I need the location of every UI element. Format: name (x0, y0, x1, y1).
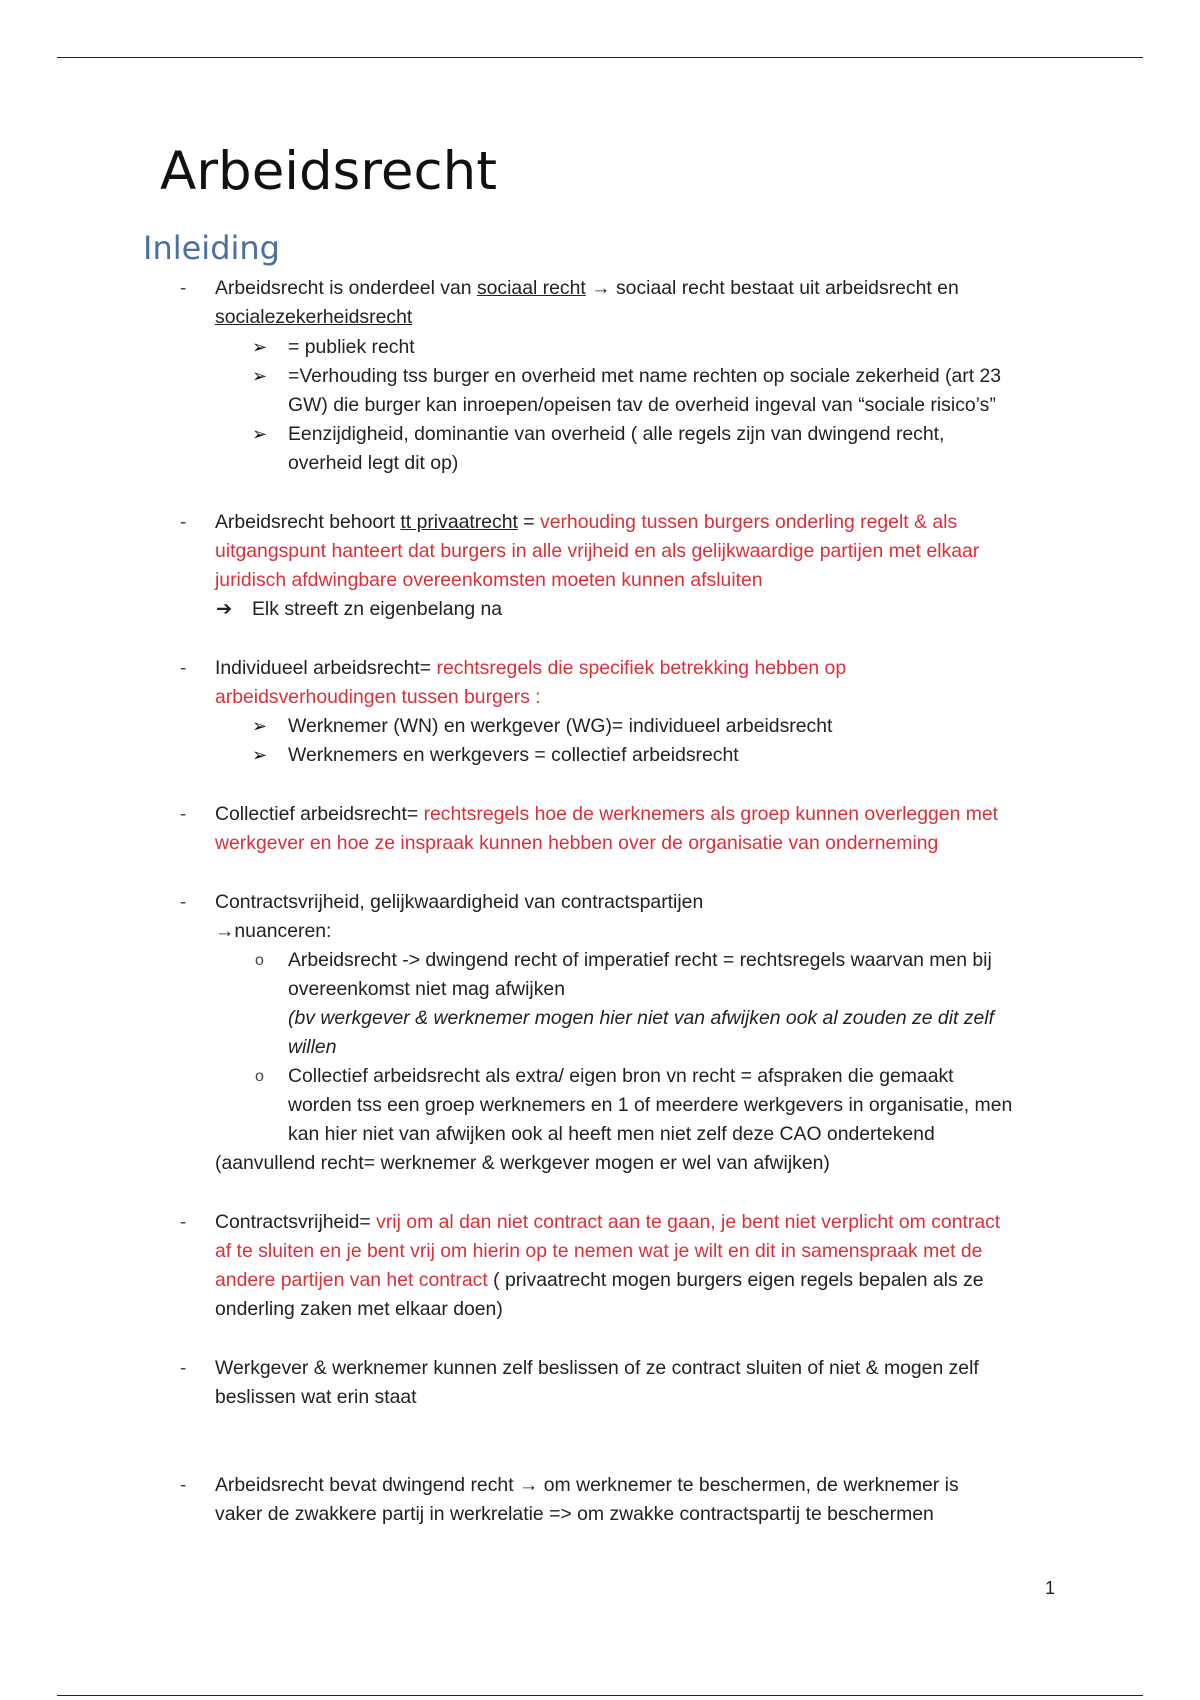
text: Contractsvrijheid= (215, 1211, 377, 1233)
sub-item-continued: worden tss een groep werknemers en 1 of meerdere werkgevers in organisatie, men (288, 1094, 1013, 1116)
example-note: (bv werkgever & werknemer mogen hier niet van afwijken ook al zouden ze dit zelf (288, 1007, 994, 1029)
arrowhead-bullet-icon: ➢ (252, 366, 268, 386)
dash-bullet: - (180, 804, 187, 825)
example-note: willen (288, 1036, 337, 1058)
paragraph-line: beslissen wat erin staat (215, 1386, 417, 1408)
paragraph-line (215, 654, 846, 683)
dash-bullet: - (180, 1358, 187, 1379)
highlighted-definition: uitgangspunt hanteert dat burgers in alle vrijheid en als gelijkwaardige partijen met elkaar (215, 540, 980, 562)
sub-item: Eenzijdigheid, dominantie van overheid ( alle regels zijn van dwingend recht, (288, 423, 945, 445)
arrow-note: Elk streeft zn eigenbelang na (252, 598, 503, 620)
underlined-term: socialezekerheidsrecht (215, 306, 413, 328)
text: Collectief arbeidsrecht= (215, 803, 424, 825)
dash-bullet: - (180, 278, 187, 299)
dash-bullet: - (180, 892, 187, 913)
arrowhead-bullet-icon: ➢ (252, 716, 268, 736)
paragraph-line (215, 800, 998, 829)
sub-item-continued: overheid legt dit op) (288, 452, 459, 474)
bottom-rule (57, 1695, 1143, 1696)
sub-item-continued: overeenkomst niet mag afwijken (288, 978, 565, 1000)
arrowhead-bullet-icon: ➢ (252, 337, 268, 357)
highlighted-definition: af te sluiten en je bent vrij om hierin op te nemen wat je wilt en dit in samenspraak met de (215, 1240, 983, 1262)
page-number: 1 (1045, 1578, 1056, 1598)
paragraph-line: (aanvullend recht= werknemer & werkgever mogen er wel van afwijken) (215, 1152, 830, 1174)
paragraph-line (215, 274, 959, 303)
circle-bullet-icon: o (255, 952, 264, 969)
paragraph-line: onderling zaken met elkaar doen) (215, 1298, 503, 1320)
highlighted-definition: rechtsregels die specifiek betrekking hebben op (436, 657, 847, 679)
section-heading: Inleiding (143, 229, 280, 267)
sub-item: =Verhouding tss burger en overheid met name rechten op sociale zekerheid (art 23 (288, 365, 1002, 387)
paragraph-line (215, 1266, 984, 1295)
paragraph-line: vaker de zwakkere partij in werkrelatie => om zwakke contractspartij te beschermen (215, 1503, 934, 1525)
dash-bullet: - (180, 1212, 187, 1233)
paragraph-line: Arbeidsrecht bevat dwingend recht → om werknemer te beschermen, de werknemer is (215, 1474, 959, 1496)
highlighted-definition: andere partijen van het contract (215, 1269, 494, 1291)
paragraph-line: Contractsvrijheid, gelijkwaardigheid van contractspartijen (215, 891, 704, 913)
text: Arbeidsrecht behoort (215, 511, 401, 533)
sub-item: Collectief arbeidsrecht als extra/ eigen bron vn recht = afspraken die gemaakt (288, 1065, 954, 1087)
dash-bullet: - (180, 658, 187, 679)
underlined-term: tt privaatrecht (400, 511, 518, 533)
text: Arbeidsrecht is onderdeel van (215, 277, 477, 299)
paragraph-line (215, 508, 957, 537)
top-rule (57, 57, 1143, 58)
sub-item: Werknemers en werkgevers = collectief arbeidsrecht (288, 744, 739, 766)
underlined-term: sociaal recht (476, 277, 586, 299)
dash-bullet: - (180, 1475, 187, 1496)
highlighted-definition: arbeidsverhoudingen tussen burgers : (215, 686, 541, 708)
text: → sociaal recht bestaat uit arbeidsrecht en (585, 277, 959, 299)
arrowhead-bullet-icon: ➢ (252, 424, 268, 444)
paragraph-line: →nuanceren: (215, 920, 332, 942)
arrowhead-bullet-icon: ➢ (252, 745, 268, 765)
highlighted-definition: rechtsregels hoe de werknemers als groep kunnen overleggen met (423, 803, 999, 825)
text: = (517, 511, 540, 533)
paragraph-line: Werkgever & werknemer kunnen zelf beslissen of ze contract sluiten of niet & mogen zelf (215, 1357, 979, 1379)
highlighted-definition: verhouding tussen burgers onderling regelt & als (540, 511, 958, 533)
sub-item: Arbeidsrecht -> dwingend recht of imperatief recht = rechtsregels waarvan men bij (288, 949, 992, 971)
sub-item-continued: GW) die burger kan inroepen/opeisen tav de overheid ingeval van “sociale risico’s” (288, 394, 996, 416)
sub-item-continued: kan hier niet van afwijken ook al heeft men niet zelf deze CAO ondertekend (288, 1123, 935, 1145)
circle-bullet-icon: o (255, 1068, 264, 1085)
text: Individueel arbeidsrecht= (215, 657, 437, 679)
highlighted-definition: werkgever en hoe ze inspraak kunnen hebben over de organisatie van onderneming (215, 832, 939, 854)
text: ( privaatrecht mogen burgers eigen regels bepalen als ze (493, 1269, 984, 1291)
document-title: Arbeidsrecht (160, 141, 498, 202)
highlighted-definition: juridisch afdwingbare overeenkomsten moeten kunnen afsluiten (215, 569, 763, 591)
highlighted-definition: vrij om al dan niet contract aan te gaan, je bent niet verplicht om contract (376, 1211, 1001, 1233)
arrow-bullet-icon: ➔ (216, 598, 233, 620)
paragraph-line (215, 1208, 1000, 1237)
sub-item: Werknemer (WN) en werkgever (WG)= individueel arbeidsrecht (288, 715, 833, 737)
sub-item: = publiek recht (288, 336, 415, 358)
dash-bullet: - (180, 512, 187, 533)
